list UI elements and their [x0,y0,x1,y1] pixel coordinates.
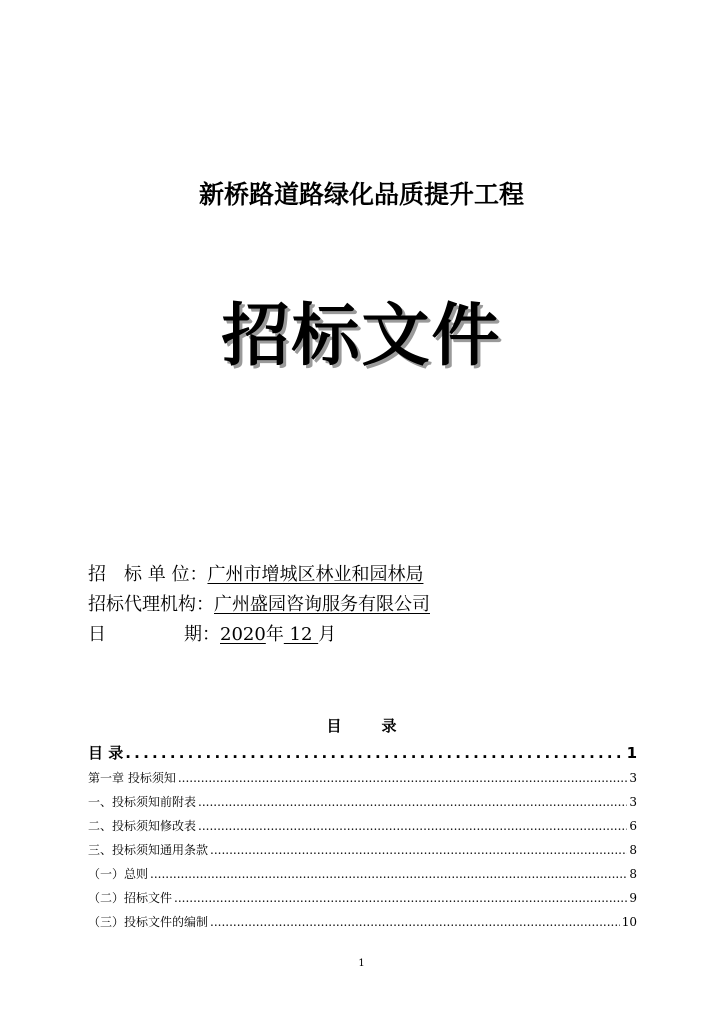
toc-entry-page: 3 [629,795,637,809]
toc-entry[interactable] [88,862,637,886]
agent-row [88,590,430,620]
toc-entry[interactable] [88,886,637,910]
date-row [88,620,430,650]
toc-leader-dots [178,766,628,790]
tenderer-row [88,560,430,590]
toc-entry-title: （三）投标文件的编制 [88,915,209,929]
date-month-unit: 月 [318,624,337,645]
toc-heading-right: 录 [381,717,397,735]
agent-label: 招标代理机构： [88,594,214,615]
toc-heading-left: 目 [326,717,342,735]
toc-entry-page: 3 [629,771,637,785]
document-title: 招标文件 [221,297,502,376]
toc-leader-dots [210,838,627,862]
toc-entry[interactable] [88,740,637,766]
toc-entry-page: 10 [621,915,637,929]
toc-entry-title: 目 录 [88,744,124,762]
toc-entry-page: 8 [629,867,637,881]
toc-heading [0,715,723,736]
tenderer-label: 招 标 单 位： [88,564,208,585]
toc-entry-title: 二、投标须知修改表 [88,819,197,833]
toc-entry[interactable] [88,838,637,862]
toc-leader-dots [210,910,620,934]
toc-entry-title: 第一章 投标须知 [88,771,176,785]
toc-entry-page: 9 [629,891,637,905]
project-title: 新桥路道路绿化品质提升工程 [198,180,524,209]
tenderer-value: 广州市增城区林业和园林局 [207,564,424,585]
toc-leader-dots [125,740,624,766]
date-month: 12 [283,624,319,645]
toc-entry-title: 一、投标须知前附表 [88,795,197,809]
date-label-left: 日 [88,624,106,645]
toc-entry-title: 三、投标须知通用条款 [88,843,209,857]
toc-leader-dots [150,862,627,886]
toc-leader-dots [174,886,627,910]
toc-leader-dots [198,790,627,814]
agent-value: 广州盛园咨询服务有限公司 [214,594,430,615]
date-year-unit: 年 [265,624,284,645]
page-number: 1 [358,958,365,969]
toc-entry-page: 6 [629,819,637,833]
date-label-right: 期： [184,624,220,645]
toc-leader-dots [198,814,627,838]
toc-entry[interactable] [88,910,637,934]
toc-entry-title: （二）招标文件 [88,891,173,905]
toc-entry[interactable] [88,766,637,790]
toc-entry-page: 1 [626,744,637,762]
toc-entry[interactable] [88,790,637,814]
tender-info [88,560,430,650]
toc-entry[interactable] [88,814,637,838]
toc-entry-page: 8 [629,843,637,857]
toc-entry-title: （一）总则 [88,867,149,881]
date-year: 2020 [220,624,266,645]
table-of-contents [88,740,637,934]
